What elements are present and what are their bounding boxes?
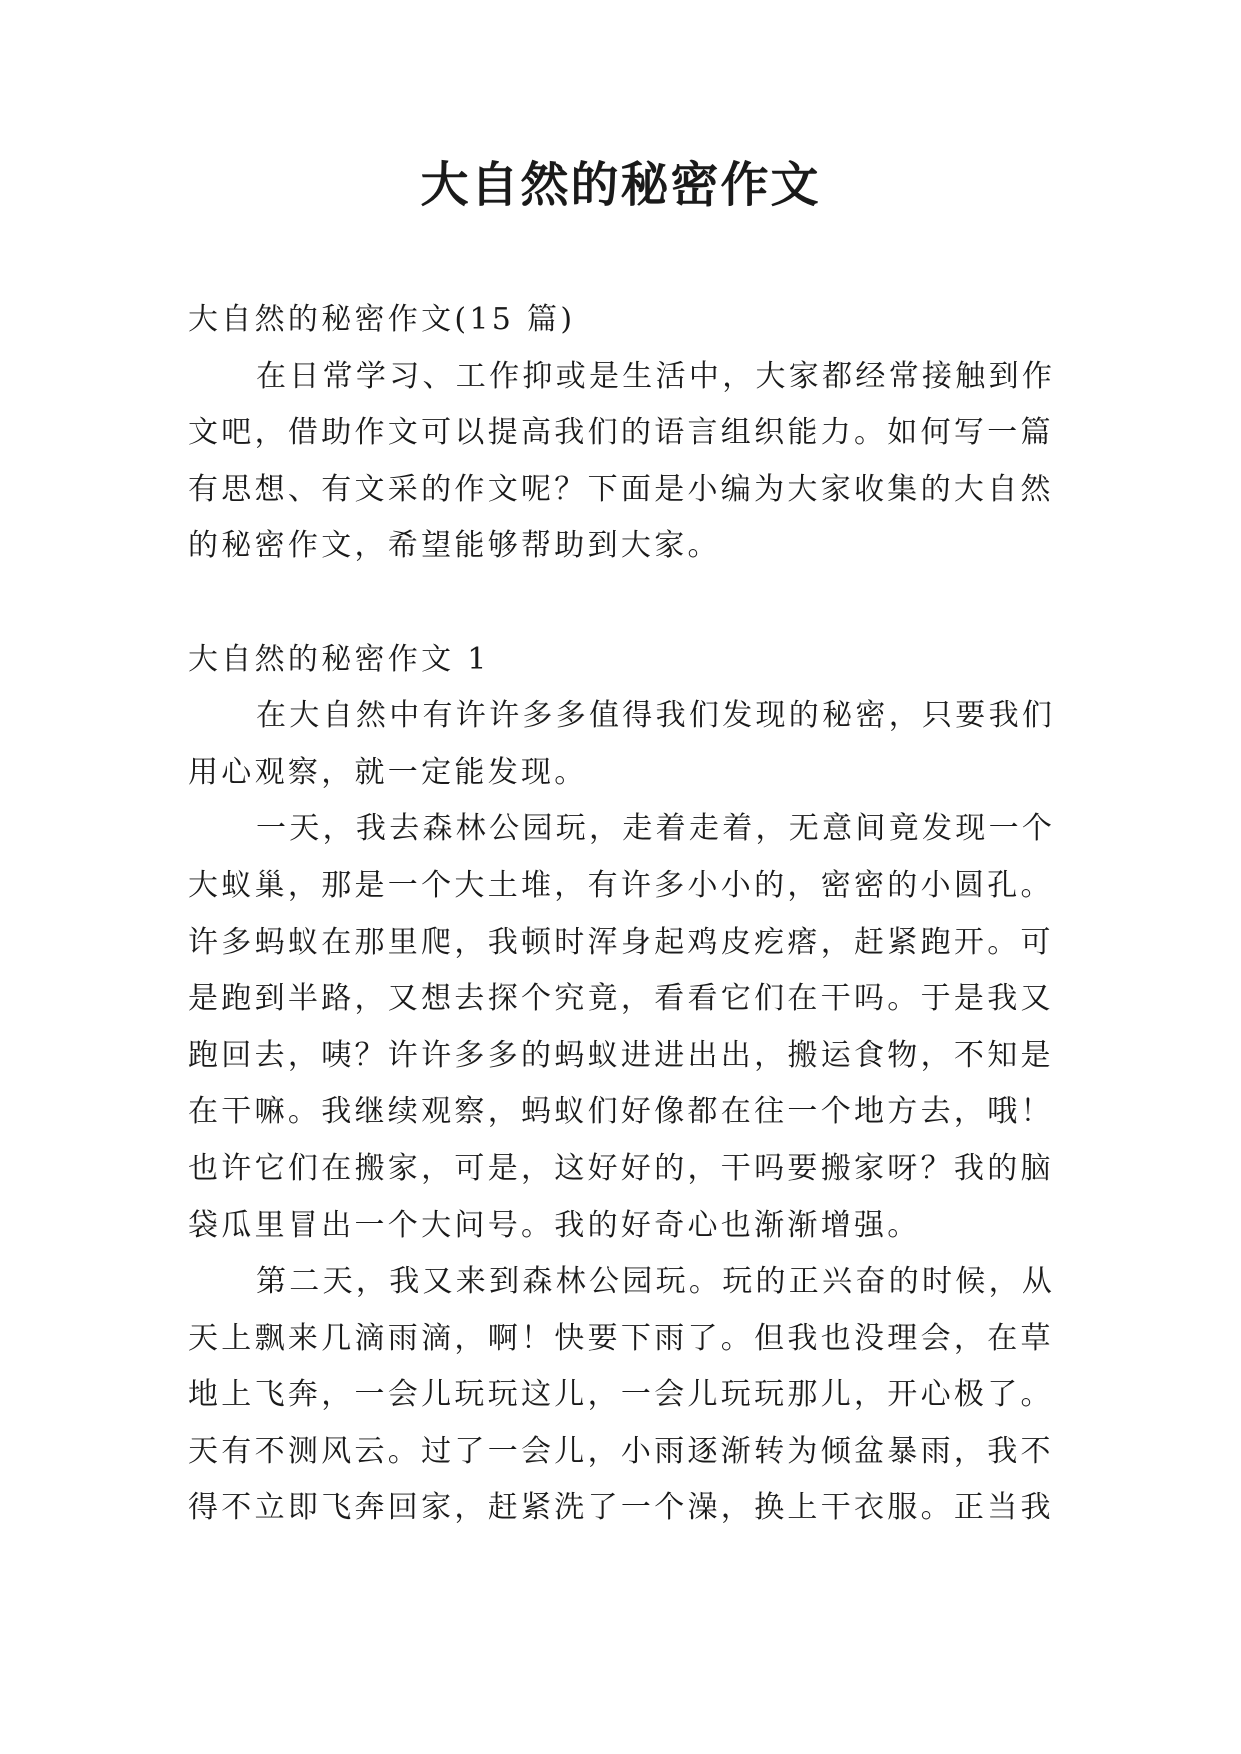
paragraph-line: 跑回去，咦？许许多多的蚂蚁进进出出，搬运食物，不知是 [188, 1037, 1054, 1073]
document-subtitle: 大自然的秘密作文(15 篇) [188, 302, 576, 337]
blank-line [188, 575, 1058, 632]
document-title: 大自然的秘密作文 [420, 157, 821, 213]
paragraph-line: 在日常学习、工作抑或是生活中，大家都经常接触到作 [256, 358, 1056, 394]
paragraph-line: 有思想、有文采的作文呢？下面是小编为大家收集的大自然 [188, 471, 1054, 507]
paragraph-line: 大蚁巢，那是一个大土堆，有许多小小的，密密的小圆孔。 [188, 867, 1054, 903]
paragraph-line: 文吧，借助作文可以提高我们的语言组织能力。如何写一篇 [188, 415, 1054, 451]
paragraph-line: 在大自然中有许许多多值得我们发现的秘密，只要我们 [256, 698, 1056, 734]
document-body [188, 292, 1058, 1537]
paragraph-line: 得不立即飞奔回家，赶紧洗了一个澡，换上干衣服。正当我 [188, 1490, 1054, 1526]
paragraph-line: 的秘密作文，希望能够帮助到大家。 [188, 528, 721, 564]
paragraph-line: 也许它们在搬家，可是，这好好的，干吗要搬家呀？我的脑 [188, 1150, 1054, 1186]
paragraph-line: 天上飘来几滴雨滴，啊！快要下雨了。但我也没理会，在草 [188, 1320, 1054, 1356]
paragraph-line: 袋瓜里冒出一个大问号。我的好奇心也渐渐增强。 [188, 1207, 921, 1243]
paragraph-line: 一天，我去森林公园玩，走着走着，无意间竟发现一个 [256, 811, 1056, 847]
section-heading: 大自然的秘密作文 1 [188, 641, 490, 677]
paragraph-line: 用心观察，就一定能发现。 [188, 754, 588, 790]
paragraph-line: 是跑到半路，又想去探个究竟，看看它们在干吗。于是我又 [188, 981, 1054, 1017]
paragraph [188, 801, 1058, 1254]
paragraph-line: 第二天，我又来到森林公园玩。玩的正兴奋的时候，从 [256, 1264, 1056, 1300]
paragraph-line: 地上飞奔，一会儿玩玩这儿，一会儿玩玩那儿，开心极了。 [188, 1377, 1054, 1413]
paragraph-line: 许多蚂蚁在那里爬，我顿时浑身起鸡皮疙瘩，赶紧跑开。可 [188, 924, 1054, 960]
paragraph-line: 在干嘛。我继续观察，蚂蚁们好像都在往一个地方去，哦！ [188, 1094, 1054, 1130]
paragraph [188, 688, 1058, 801]
paragraph-line: 天有不测风云。过了一会儿，小雨逐渐转为倾盆暴雨，我不 [188, 1433, 1054, 1469]
paragraph [188, 1254, 1058, 1537]
intro-paragraph [188, 349, 1058, 575]
